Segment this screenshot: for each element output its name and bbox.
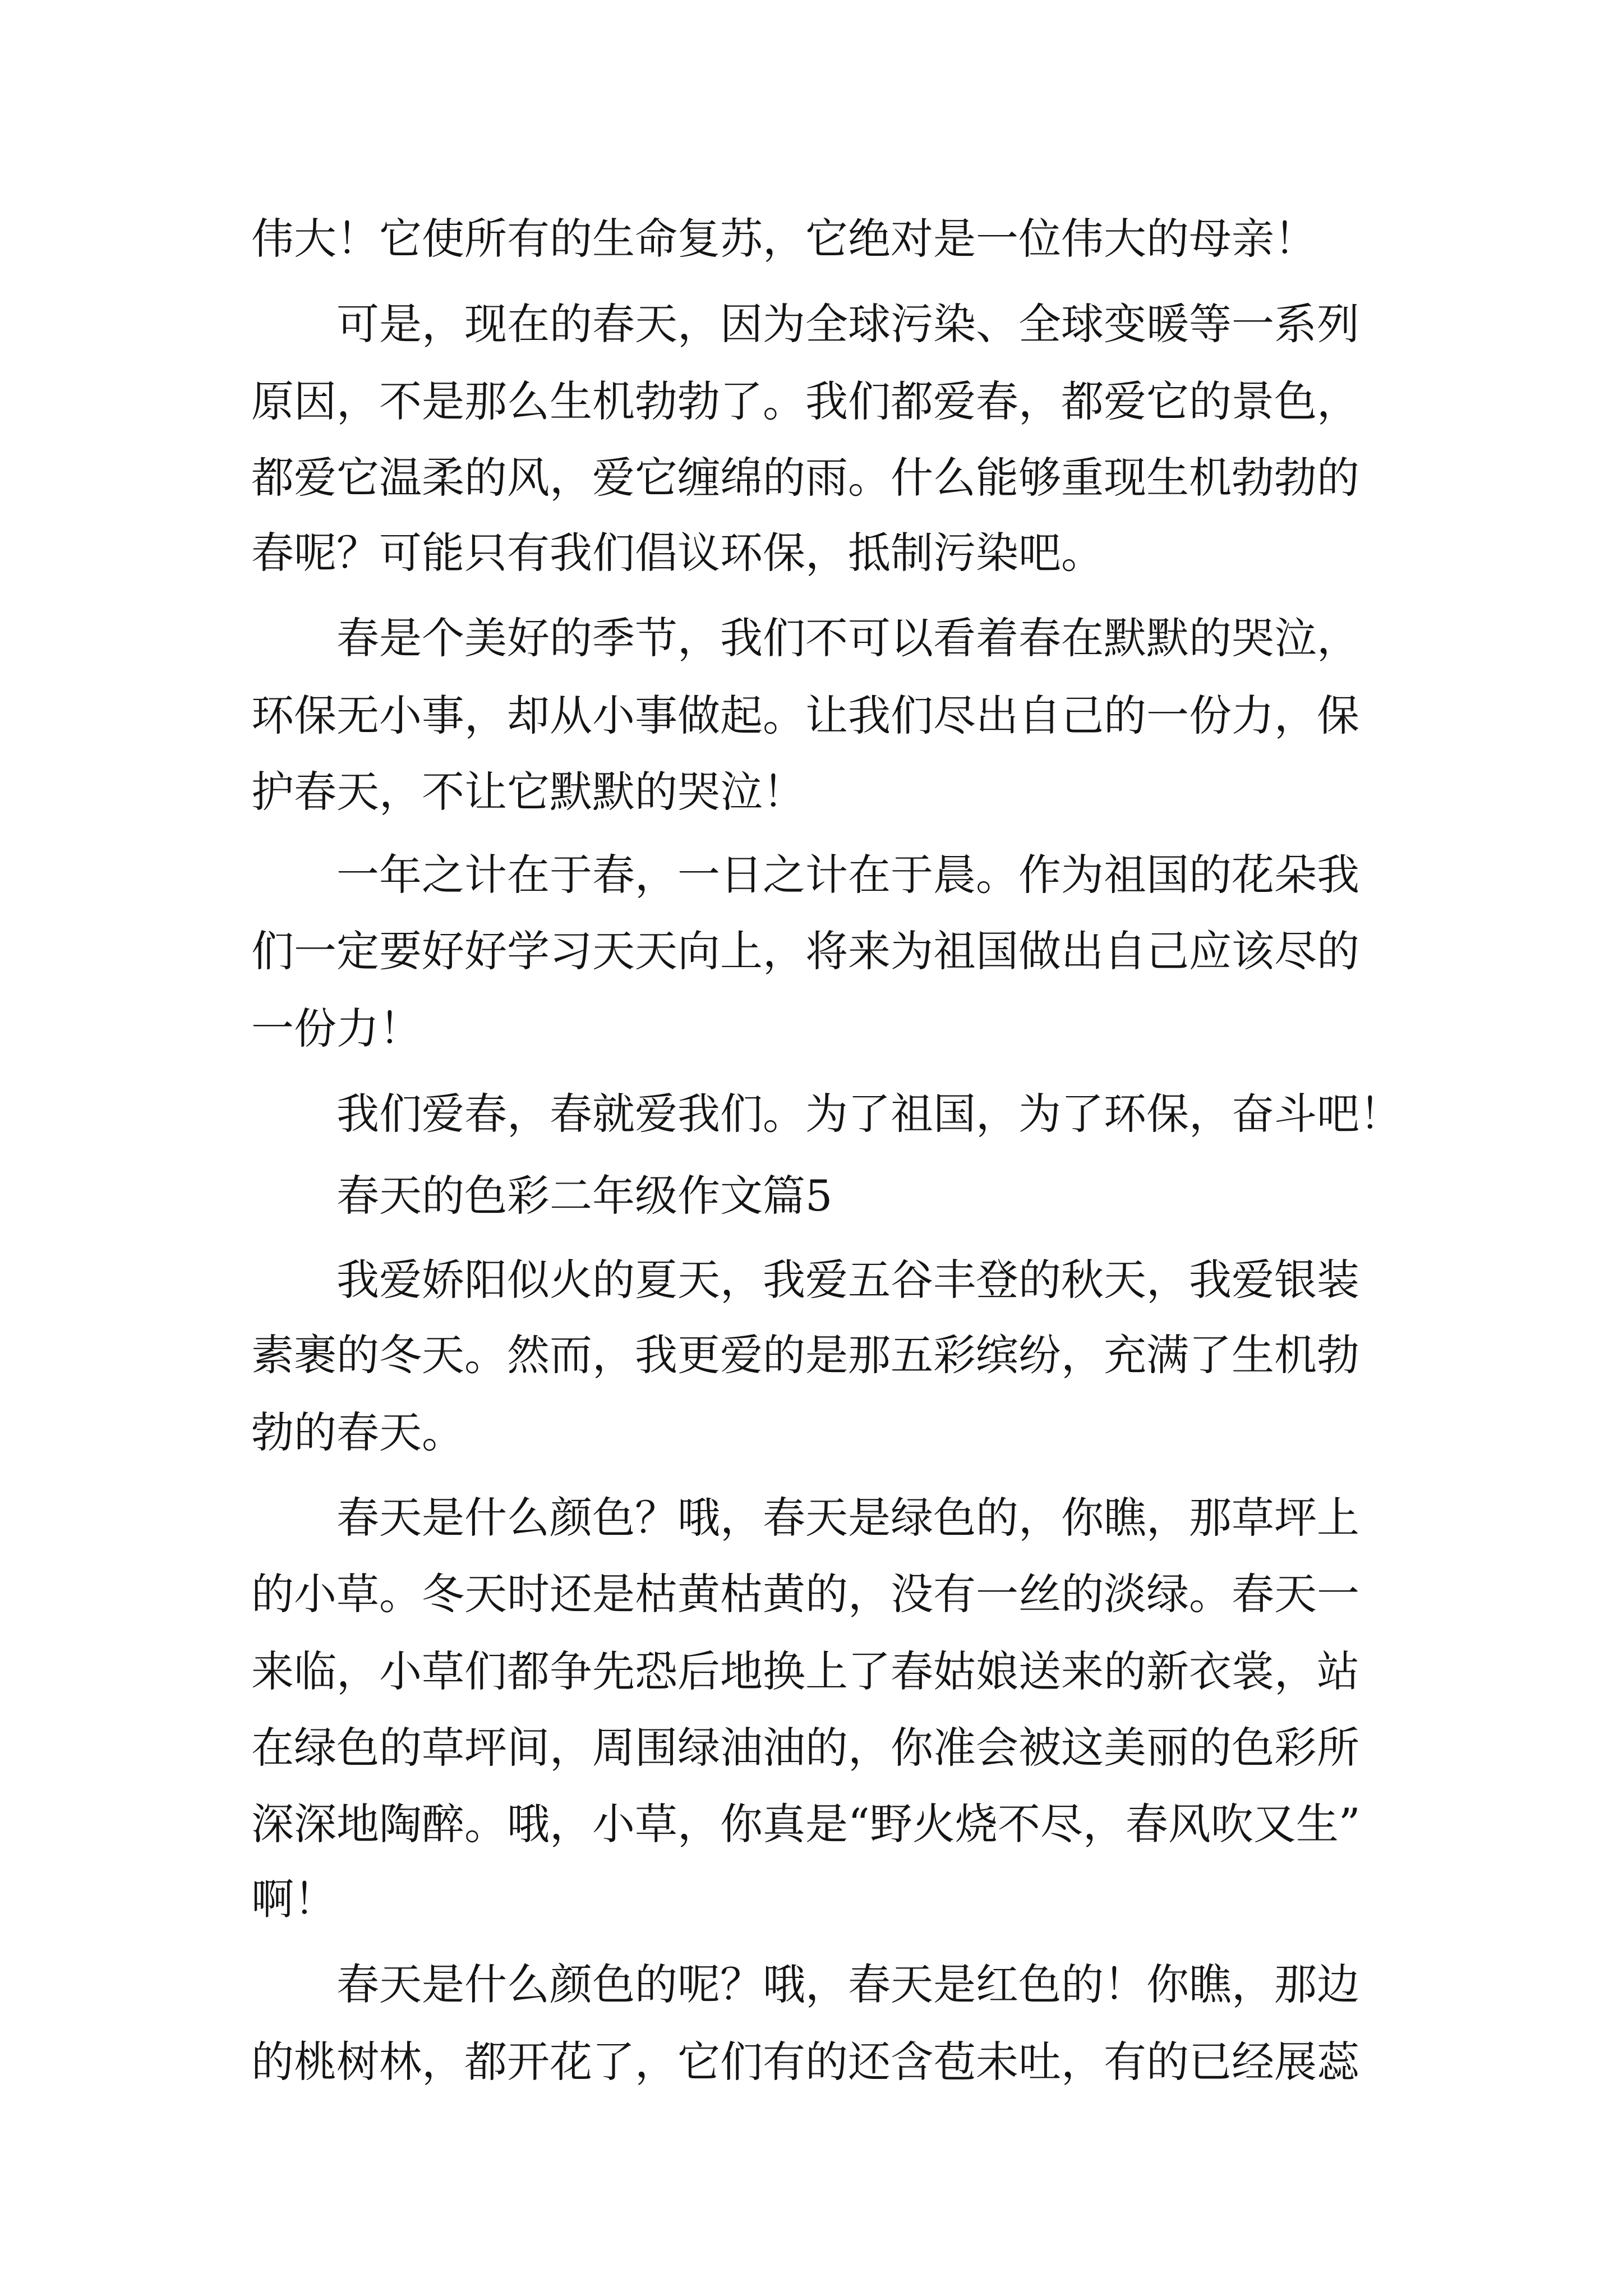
text-line: 勃的春天。	[251, 1407, 464, 1457]
text-line: 在绿色的草坪间，周围绿油油的，你准会被这美丽的色彩所	[251, 1723, 1359, 1773]
text-line: 深深地陶醉。哦，小草，你真是“野火烧不尽，春风吹又生”	[251, 1799, 1361, 1849]
text-line: 啊！	[251, 1874, 336, 1924]
text-line: 们一定要好好学习天天向上，将来为祖国做出自己应该尽的	[251, 926, 1359, 976]
text-line: 可是，现在的春天，因为全球污染、全球变暖等一系列	[336, 299, 1359, 349]
text-line: 我爱娇阳似火的夏天，我爱五谷丰登的秋天，我爱银装	[336, 1255, 1359, 1305]
text-line: 的桃树林，都开花了，它们有的还含苞未吐，有的已经展蕊	[251, 2037, 1359, 2087]
text-line: 春天是什么颜色的呢？哦，春天是红色的！你瞧，那边	[336, 1959, 1359, 2009]
text-line: 素裹的冬天。然而，我更爱的是那五彩缤纷，充满了生机勃	[251, 1330, 1359, 1380]
text-line: 来临，小草们都争先恐后地换上了春姑娘送来的新衣裳，站	[251, 1646, 1359, 1696]
text-line: 春天是什么颜色？哦，春天是绿色的，你瞧，那草坪上	[336, 1493, 1359, 1543]
text-line: 都爱它温柔的风，爱它缠绵的雨。什么能够重现生机勃勃的	[251, 453, 1359, 503]
text-line: 的小草。冬天时还是枯黄枯黄的，没有一丝的淡绿。春天一	[251, 1569, 1359, 1619]
text-line: 一年之计在于春，一日之计在于晨。作为祖国的花朵我	[336, 850, 1359, 900]
text-line: 春呢？可能只有我们倡议环保，抵制污染吧。	[251, 528, 1104, 578]
text-line: 春是个美好的季节，我们不可以看着春在默默的哭泣，	[336, 613, 1359, 663]
text-line: 一份力！	[251, 1004, 422, 1053]
text-line: 伟大！它使所有的生命复苏，它绝对是一位伟大的母亲！	[251, 214, 1317, 264]
text-line: 护春天，不让它默默的哭泣！	[251, 767, 805, 817]
text-line: 我们爱春，春就爱我们。为了祖国，为了环保，奋斗吧！	[336, 1089, 1402, 1139]
text-line: 原因，不是那么生机勃勃了。我们都爱春，都爱它的景色，	[251, 376, 1359, 426]
text-line: 环保无小事，却从小事做起。让我们尽出自己的一份力，保	[251, 691, 1359, 740]
section-heading: 春天的色彩二年级作文篇5	[336, 1171, 833, 1221]
